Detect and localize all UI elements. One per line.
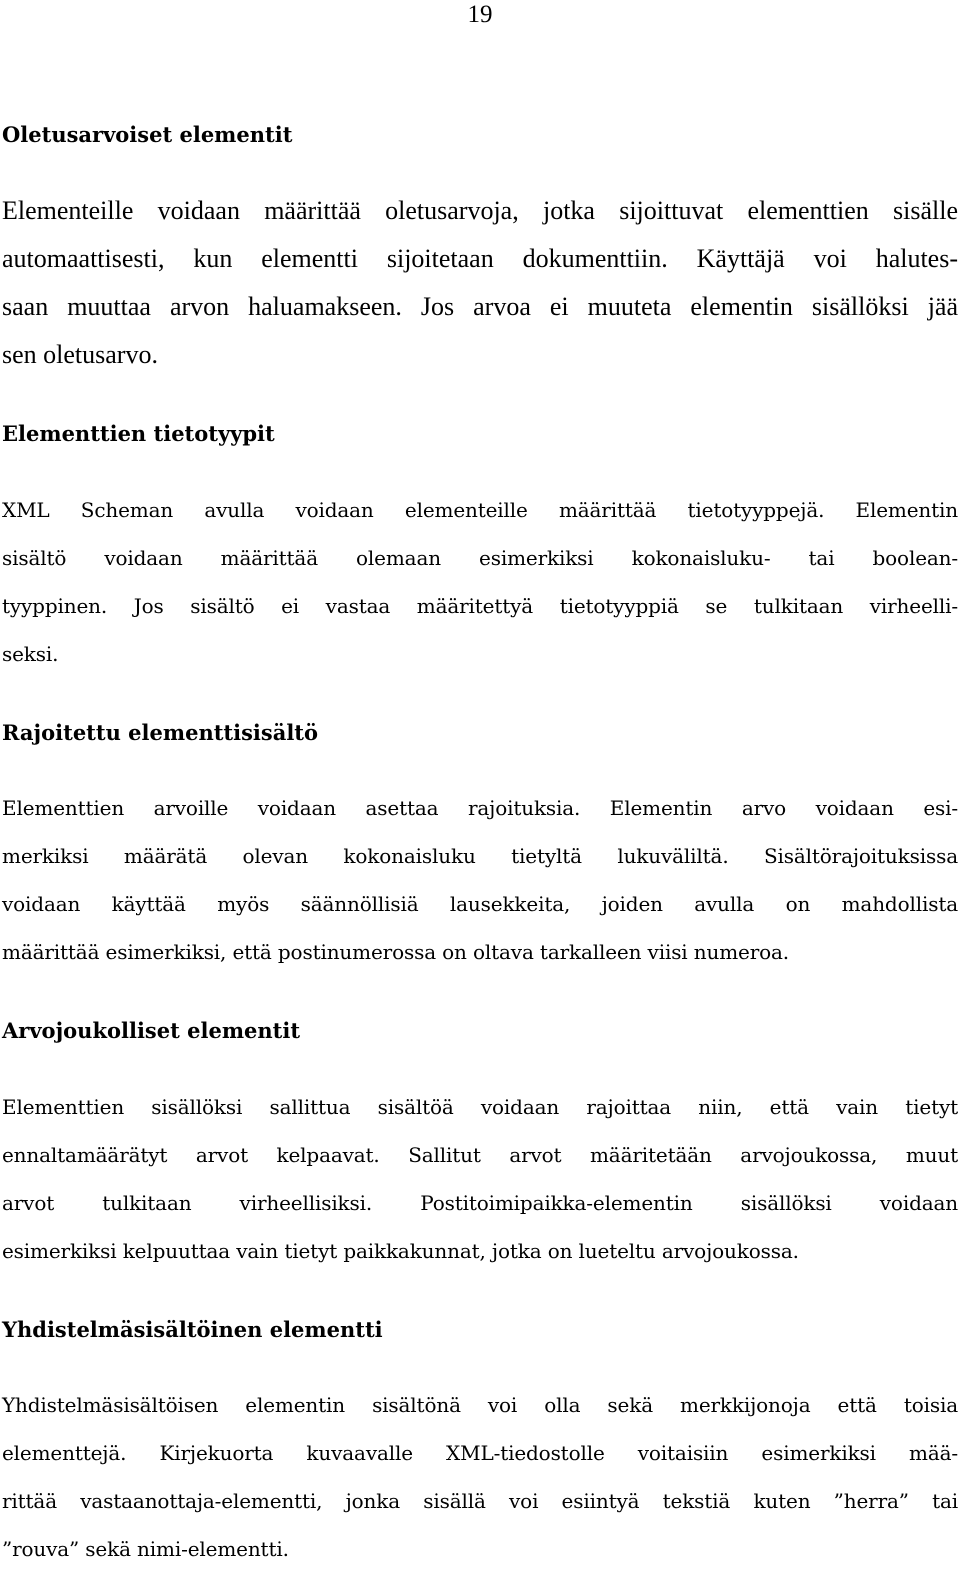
- heading-oletusarvoiset-elementit: Oletusarvoiset elementit: [2, 122, 293, 147]
- paragraph-arvojoukolliset-elementit: [2, 1083, 958, 1275]
- paragraph-oletusarvoiset-elementit: [2, 187, 958, 379]
- paragraph-line: Elementtien arvoille voidaan asettaa rajoituksia. Elementin arvo voidaan esi-: [2, 796, 958, 820]
- paragraph-line: esimerkiksi kelpuuttaa vain tietyt paikkakunnat, jotka on lueteltu arvojoukossa.: [2, 1239, 799, 1263]
- paragraph-line: Elementeille voidaan määrittää oletusarvoja, jotka sijoittuvat elementtien sisälle: [2, 196, 958, 225]
- paragraph-line: määrittää esimerkiksi, että postinumerossa on oltava tarkalleen viisi numeroa.: [2, 940, 790, 964]
- paragraph-line: ennaltamäärätyt arvot kelpaavat. Sallitut arvot määritetään arvojoukossa, muut: [2, 1143, 958, 1167]
- paragraph-line: Yhdistelmäsisältöisen elementin sisältönä voi olla sekä merkkijonoja että toisia: [2, 1393, 958, 1417]
- paragraph-line: sisältö voidaan määrittää olemaan esimerkiksi kokonaisluku- tai boolean-: [2, 546, 958, 570]
- paragraph-yhdistelmasisaltoinen-elementti: [2, 1381, 958, 1573]
- heading-rajoitettu-elementtisisalto: Rajoitettu elementtisisältö: [2, 720, 319, 745]
- paragraph-line: Elementtien sisällöksi sallittua sisältöä voidaan rajoittaa niin, että vain tietyt: [2, 1095, 958, 1119]
- heading-arvojoukolliset-elementit: Arvojoukolliset elementit: [2, 1018, 301, 1043]
- paragraph-line: seksi.: [2, 642, 59, 666]
- paragraph-line: ”rouva” sekä nimi-elementti.: [2, 1537, 289, 1561]
- heading-elementtien-tietotyypit: Elementtien tietotyypit: [2, 421, 275, 446]
- paragraph-line: XML Scheman avulla voidaan elementeille määrittää tietotyyppejä. Elementin: [2, 498, 958, 522]
- paragraph-line: elementtejä. Kirjekuorta kuvaavalle XML-tiedostolle voitaisiin esimerkiksi mää-: [2, 1441, 958, 1465]
- paragraph-line: automaattisesti, kun elementti sijoitetaan dokumenttiin. Käyttäjä voi halutes-: [2, 244, 958, 273]
- heading-yhdistelmasisaltoinen-elementti: Yhdistelmäsisältöinen elementti: [2, 1317, 383, 1342]
- paragraph-line: arvot tulkitaan virheellisiksi. Postitoimipaikka-elementin sisällöksi voidaan: [2, 1191, 958, 1215]
- paragraph-line: merkiksi määrätä olevan kokonaisluku tietyltä lukuväliltä. Sisältörajoituksissa: [2, 844, 958, 868]
- page-number: 19: [467, 1, 493, 28]
- paragraph-line: saan muuttaa arvon haluamakseen. Jos arvoa ei muuteta elementin sisällöksi jää: [2, 292, 958, 321]
- paragraph-line: sen oletusarvo.: [2, 340, 158, 369]
- paragraph-line: voidaan käyttää myös säännöllisiä lausekkeita, joiden avulla on mahdollista: [2, 892, 958, 916]
- paragraph-rajoitettu-elementtisisalto: [2, 784, 958, 976]
- paragraph-elementtien-tietotyypit: [2, 486, 958, 678]
- paragraph-line: tyyppinen. Jos sisältö ei vastaa määritettyä tietotyyppiä se tulkitaan virheelli-: [2, 594, 958, 618]
- paragraph-line: rittää vastaanottaja-elementti, jonka sisällä voi esiintyä tekstiä kuten ”herra” tai: [2, 1489, 958, 1513]
